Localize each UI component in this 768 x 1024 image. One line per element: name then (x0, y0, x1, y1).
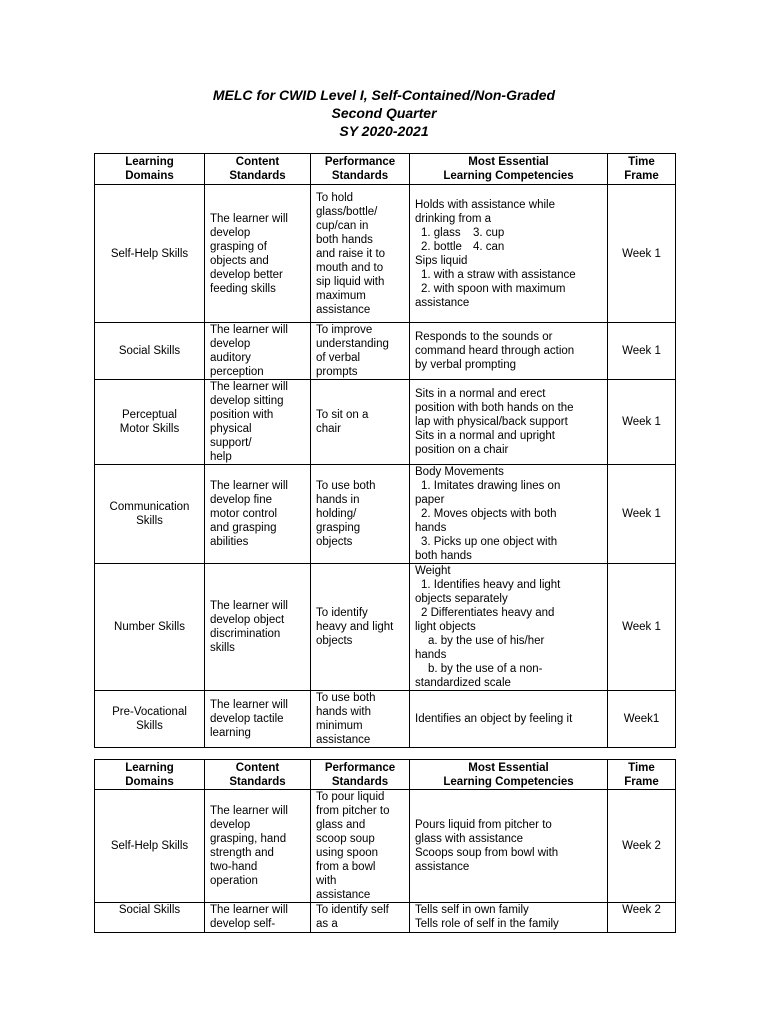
header-learning-domains: Learning Domains (95, 154, 205, 185)
competency-cell: Holds with assistance while drinking from a 1. glass 3. cup 2. bottle 4. can Sips liquid 1. with a straw with assistance 2. with spoon with maximum assistance (410, 185, 608, 323)
competency-cell: Sits in a normal and erect position with both hands on the lap with physical/back support Sits in a normal and upright position on a chair (410, 380, 608, 465)
table-row (95, 903, 676, 933)
table-row (95, 790, 676, 903)
time-frame-cell: Week 1 (608, 185, 676, 323)
performance-standard-cell: To identify self as a (311, 903, 410, 933)
title-line-2: Second Quarter (331, 105, 437, 121)
table-row (95, 564, 676, 691)
competency-cell: Identifies an object by feeling it (410, 691, 608, 748)
table-header-row (95, 760, 676, 790)
domain-cell: Self-Help Skills (95, 185, 205, 323)
title-line-3: SY 2020-2021 (339, 123, 429, 139)
performance-standard-cell: To sit on a chair (311, 380, 410, 465)
competency-cell: Tells self in own family Tells role of self in the family (410, 903, 608, 933)
content-standard-cell: The learner will develop fine motor control and grasping abilities (205, 465, 311, 564)
time-frame-cell: Week 1 (608, 380, 676, 465)
header-content-standards: Content Standards (205, 760, 311, 790)
title-line-1: MELC for CWID Level I, Self-Contained/Non-Graded (212, 87, 556, 103)
competency-cell: Pours liquid from pitcher to glass with assistance Scoops soup from bowl with assistance (410, 790, 608, 903)
table-row (95, 185, 676, 323)
domain-cell: Pre-Vocational Skills (95, 691, 205, 748)
melc-table-week2 (94, 759, 676, 933)
table-row (95, 323, 676, 380)
domain-cell: Social Skills (95, 903, 205, 933)
header-performance-standards: Performance Standards (311, 154, 410, 185)
domain-cell: Self-Help Skills (95, 790, 205, 903)
table-header-row (95, 154, 676, 185)
table-row (95, 380, 676, 465)
competency-cell: Body Movements 1. Imitates drawing lines on paper 2. Moves objects with both hands 3. Picks up one object with both hands (410, 465, 608, 564)
time-frame-cell: Week 2 (608, 903, 676, 933)
melc-table-week1 (94, 153, 676, 748)
content-standard-cell: The learner will develop grasping, hand strength and two-hand operation (205, 790, 311, 903)
domain-cell: Number Skills (95, 564, 205, 691)
document-title (0, 86, 768, 140)
competency-cell: Weight 1. Identifies heavy and light objects separately 2 Differentiates heavy and light objects a. by the use of his/her hands b. by the use of a non- standardized scale (410, 564, 608, 691)
table-row (95, 465, 676, 564)
header-content-standards: Content Standards (205, 154, 311, 185)
performance-standard-cell: To identify heavy and light objects (311, 564, 410, 691)
performance-standard-cell: To use both hands in holding/ grasping objects (311, 465, 410, 564)
header-time-frame: Time Frame (608, 760, 676, 790)
content-standard-cell: The learner will develop sitting position with physical support/ help (205, 380, 311, 465)
header-time-frame: Time Frame (608, 154, 676, 185)
content-standard-cell: The learner will develop grasping of objects and develop better feeding skills (205, 185, 311, 323)
header-performance-standards: Performance Standards (311, 760, 410, 790)
time-frame-cell: Week1 (608, 691, 676, 748)
time-frame-cell: Week 1 (608, 323, 676, 380)
header-learning-domains: Learning Domains (95, 760, 205, 790)
header-learning-competencies: Most Essential Learning Competencies (410, 760, 608, 790)
competency-cell: Responds to the sounds or command heard through action by verbal prompting (410, 323, 608, 380)
header-learning-competencies: Most Essential Learning Competencies (410, 154, 608, 185)
content-standard-cell: The learner will develop tactile learning (205, 691, 311, 748)
performance-standard-cell: To use both hands with minimum assistance (311, 691, 410, 748)
performance-standard-cell: To improve understanding of verbal prompts (311, 323, 410, 380)
domain-cell: Social Skills (95, 323, 205, 380)
content-standard-cell: The learner will develop object discrimination skills (205, 564, 311, 691)
time-frame-cell: Week 2 (608, 790, 676, 903)
time-frame-cell: Week 1 (608, 465, 676, 564)
time-frame-cell: Week 1 (608, 564, 676, 691)
content-standard-cell: The learner will develop self- (205, 903, 311, 933)
table-row (95, 691, 676, 748)
performance-standard-cell: To hold glass/bottle/ cup/can in both hands and raise it to mouth and to sip liquid with maximum assistance (311, 185, 410, 323)
performance-standard-cell: To pour liquid from pitcher to glass and scoop soup using spoon from a bowl with assistance (311, 790, 410, 903)
domain-cell: Communication Skills (95, 465, 205, 564)
content-standard-cell: The learner will develop auditory perception (205, 323, 311, 380)
domain-cell: Perceptual Motor Skills (95, 380, 205, 465)
